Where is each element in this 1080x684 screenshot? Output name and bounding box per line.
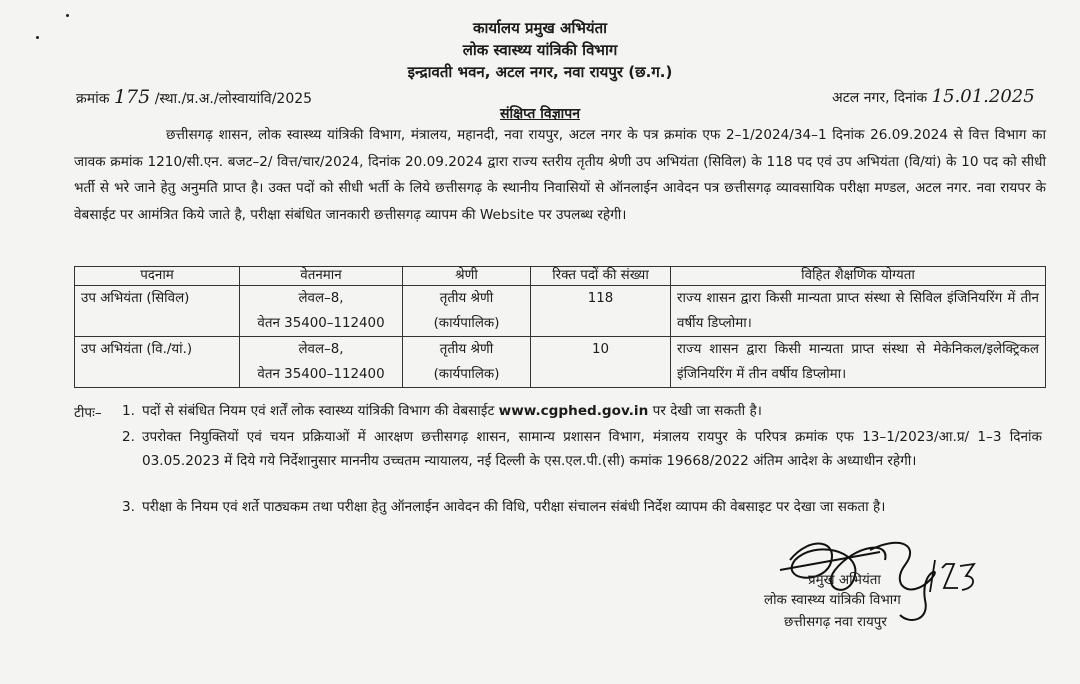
column-header: रिक्त पदों की संख्या [531, 267, 671, 286]
category-cell [403, 337, 531, 388]
table-header-row [75, 267, 1046, 286]
category-type: (कार्यपालिक) [433, 367, 500, 382]
column-header: वेतनमान [240, 267, 403, 286]
handwritten-date: 15.01.2025 [931, 86, 1035, 107]
reference-suffix: /स्था./प्र.अ./लोस्वायांवि/2025 [154, 91, 313, 107]
note-text: परीक्षा के नियम एवं शर्ते पाठ्यकम तथा परीक्षा हेतु ऑनलाईन आवेदन की विधि, परीक्षा संचालन संबंधी निर्देश व्यापम की वेबसाइट पर देखा जा सकता है। [142, 499, 886, 515]
body-paragraph: छत्तीसगढ़ शासन, लोक स्वास्थ्य यांत्रिकी विभाग, मंत्रालय, महानदी, नवा रायपुर, अटल नगर के पत्र क्रमांक एफ 2–1/2024/34–1 दिनांक 26.09.2024 से वित्त विभाग का जावक क्रमांक 1210/सी.एन. बजट–2/ वित्त/चार/2024, दिनांक 20.09.2024 द्वारा राज्य स्तरीय तृतीय श्रेणी उप अभियंता (सिविल) के 118 पद एवं उप अभियंता (वि/यां) के 10 पद को सीधी भर्ती से भरे जाने हेतु अनुमति प्राप्त है। उक्त पदों को सीधी भर्ती के लिये छत्तीसगढ़ के स्थानीय निवासियों से ऑनलाईन आवेदन पत्र छत्तीसगढ़ व्यावसायिक परीक्षा मण्डल, अटल नगर. नवा रायपर के वेबसाईट पर आमंत्रित किये जाते है, परीक्षा संबंधित जानकारी छत्तीसगढ़ व्यापम की Website पर उपलब्ध रहेगी। [74, 127, 1046, 223]
pay-level: लेवल–8, [298, 342, 344, 357]
qualification: राज्य शासन द्वारा किसी मान्यता प्राप्त संस्था से सिविल इंजिनियरिंग में तीन वर्षीय डिप्लोमा। [671, 286, 1046, 337]
category-type: (कार्यपालिक) [433, 316, 500, 331]
column-header: विहित शैक्षणिक योग्यता [671, 267, 1046, 286]
signatory-location: छत्तीसगढ़ नवा रायपुर [784, 615, 887, 630]
pay-scale-cell [240, 286, 403, 337]
pay-scale: वेतन 35400–112400 [257, 367, 385, 382]
subject-heading: संक्षिप्त विज्ञापन [499, 106, 581, 122]
category: तृतीय श्रेणी [439, 291, 494, 306]
note-text: उपरोक्त नियुक्तियों एवं चयन प्रक्रियाओं में आरक्षण छत्तीसगढ़ शासन, सामान्य प्रशासन विभाग, मंत्रालय रायपुर के परिपत्र क्रमांक एफ 13–1/2023/आ.प्र/ 1–3 दिनांक 03.05.2023 में दिये गये निर्देशानुसार माननीय उच्चतम न्यायालय, नई दिल्ली के एस.एल.पी.(सी) कमांक 19668/2022 अंतिम आदेश के अध्याधीन रहेगी। [142, 429, 1042, 469]
note-number: 2. [122, 429, 135, 445]
post-name: उप अभियंता (वि./यां.) [75, 337, 240, 388]
table-row [75, 286, 1046, 337]
category: तृतीय श्रेणी [439, 342, 494, 357]
note-text: पदों से संबंधित नियम एवं शर्तें लोक स्वास्थ्य यांत्रिकी विभाग की वेबसाईट [142, 403, 495, 419]
vacancy-count: 118 [531, 286, 671, 337]
post-name: उप अभियंता (सिविल) [75, 286, 240, 337]
pay-level: लेवल–8, [298, 291, 344, 306]
note-number: 3. [122, 499, 135, 515]
date-prefix: अटल नगर, दिनांक [832, 90, 928, 106]
reference-prefix: क्रमांक [76, 91, 110, 107]
pay-scale-cell [240, 337, 403, 388]
category-cell [403, 286, 531, 337]
speck [66, 14, 69, 17]
office-address: इन्द्रावती भवन, अटल नगर, नवा रायपुर (छ.ग.) [407, 63, 673, 81]
signatory-designation: प्रमुख अभियंता [808, 573, 881, 588]
notes-label: टीपः– [74, 405, 102, 421]
column-header: श्रेणी [403, 267, 531, 286]
column-header: पदनाम [75, 267, 240, 286]
department-title: लोक स्वास्थ्य यांत्रिकी विभाग [462, 41, 618, 59]
note-text: पर देखी जा सकती है। [652, 403, 762, 419]
vacancy-count: 10 [531, 337, 671, 388]
website-link[interactable]: www.cgphed.gov.in [498, 403, 649, 419]
signatory-department: लोक स्वास्थ्य यांत्रिकी विभाग [764, 593, 901, 608]
table-row [75, 337, 1046, 388]
signature-block [760, 530, 1000, 650]
office-title: कार्यालय प्रमुख अभियंता [472, 19, 608, 37]
posts-table [74, 266, 1046, 388]
reference-handwritten-number: 175 [113, 86, 151, 108]
note-number: 1. [122, 403, 135, 419]
pay-scale: वेतन 35400–112400 [257, 316, 385, 331]
qualification: राज्य शासन द्वारा किसी मान्यता प्राप्त संस्था से मेकेनिकल/इलेक्ट्रिकल इंजिनियरिंग में तीन वर्षीय डिप्लोमा। [671, 337, 1046, 388]
